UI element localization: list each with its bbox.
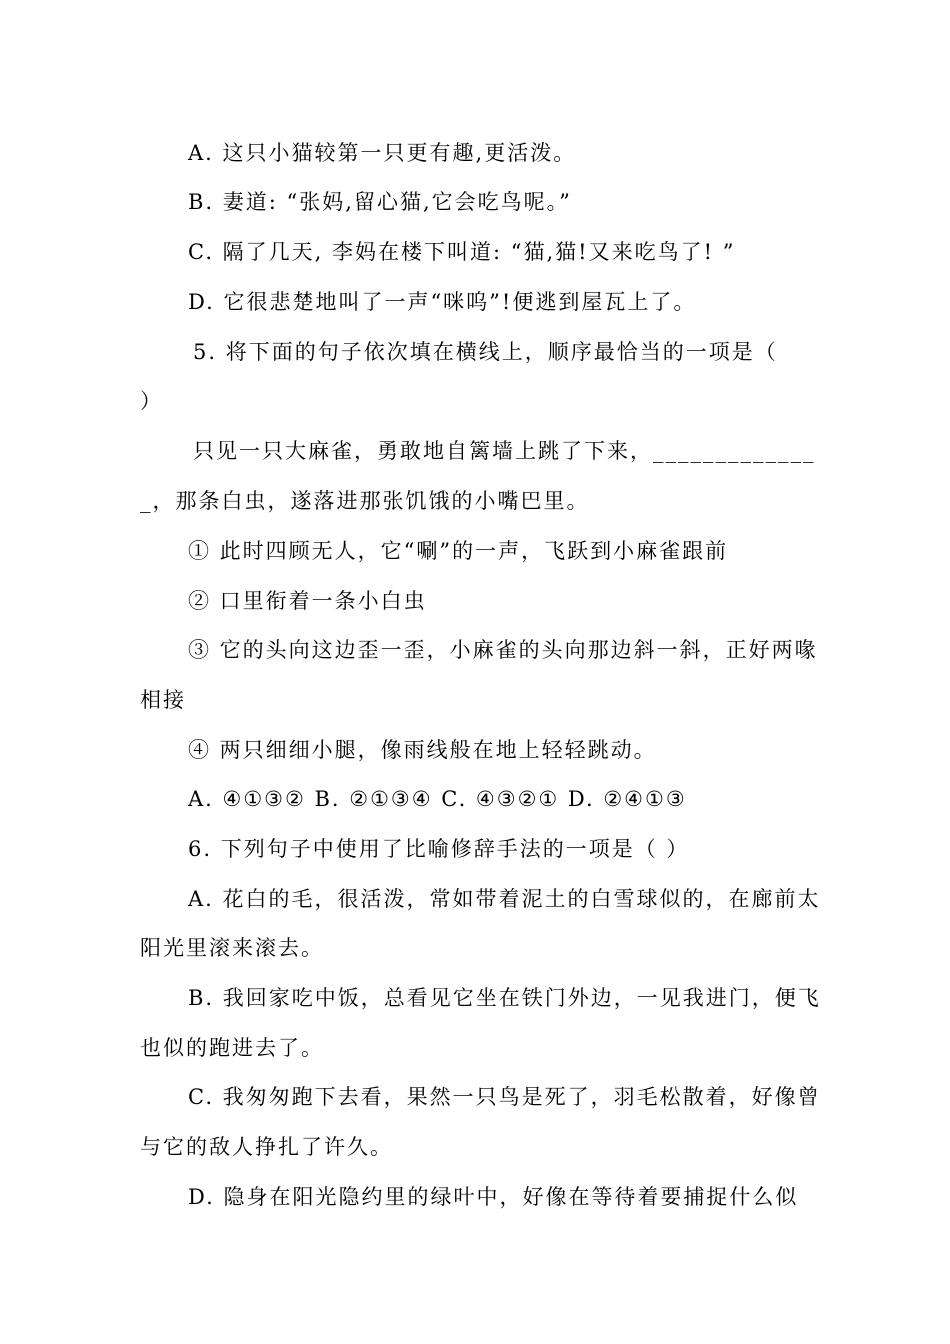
q6-option-c-continued: 与它的敌人挣扎了许久。 (140, 1135, 393, 1159)
q4-option-d: D. 它很悲楚地叫了一声“咪呜”!便逃到屋瓦上了。 (188, 290, 697, 314)
q5-item-1: ① 此时四顾无人，它“唰”的一声，飞跃到小麻雀跟前 (188, 539, 729, 563)
q5-stem: 5. 将下面的句子依次填在横线上，顺序最恰当的一项是（ (193, 340, 778, 364)
q5-options: A. ④①③② B. ②①③④ C. ④③②① D. ②④①③ (188, 787, 687, 811)
q5-item-3-continued: 相接 (140, 688, 186, 712)
q5-passage-continued: _，那条白虫，遂落进那张饥饿的小嘴巴里。 (140, 489, 590, 513)
q5-item-3: ③ 它的头向这边歪一歪，小麻雀的头向那边斜一斜，正好两喙 (188, 638, 818, 662)
q5-item-4: ④ 两只细细小腿，像雨线般在地上轻轻跳动。 (188, 738, 657, 762)
q6-option-b-continued: 也似的跑进去了。 (140, 1036, 324, 1060)
q5-passage: 只见一只大麻雀，勇敢地自篱墙上跳了下来，_____________ (193, 439, 816, 463)
q6-option-b: B. 我回家吃中饭，总看见它坐在铁门外边，一见我进门，便飞 (188, 986, 821, 1010)
q6-option-c: C. 我匆匆跑下去看，果然一只鸟是死了，羽毛松散着，好像曾 (188, 1085, 821, 1109)
q5-item-2: ② 口里衔着一条小白虫 (188, 589, 427, 613)
q4-option-b: B. 妻道: “张妈,留心猫,它会吃鸟呢。” (188, 190, 572, 214)
q6-option-a-continued: 阳光里滚来滚去。 (140, 936, 324, 960)
q4-option-a: A. 这只小猫较第一只更有趣,更活泼。 (188, 141, 577, 165)
q5-stem-continued: ） (140, 389, 163, 413)
q6-stem: 6. 下列句子中使用了比喻修辞手法的一项是（ ） (188, 837, 690, 861)
q4-option-c: C. 隔了几天, 李妈在楼下叫道: “猫,猫!又来吃鸟了! ” (188, 240, 736, 264)
q6-option-a: A. 花白的毛，很活泼，常如带着泥土的白雪球似的，在廊前太 (188, 887, 821, 911)
q6-option-d: D. 隐身在阳光隐约里的绿叶中，好像在等待着要捕捉什么似 (188, 1185, 799, 1209)
